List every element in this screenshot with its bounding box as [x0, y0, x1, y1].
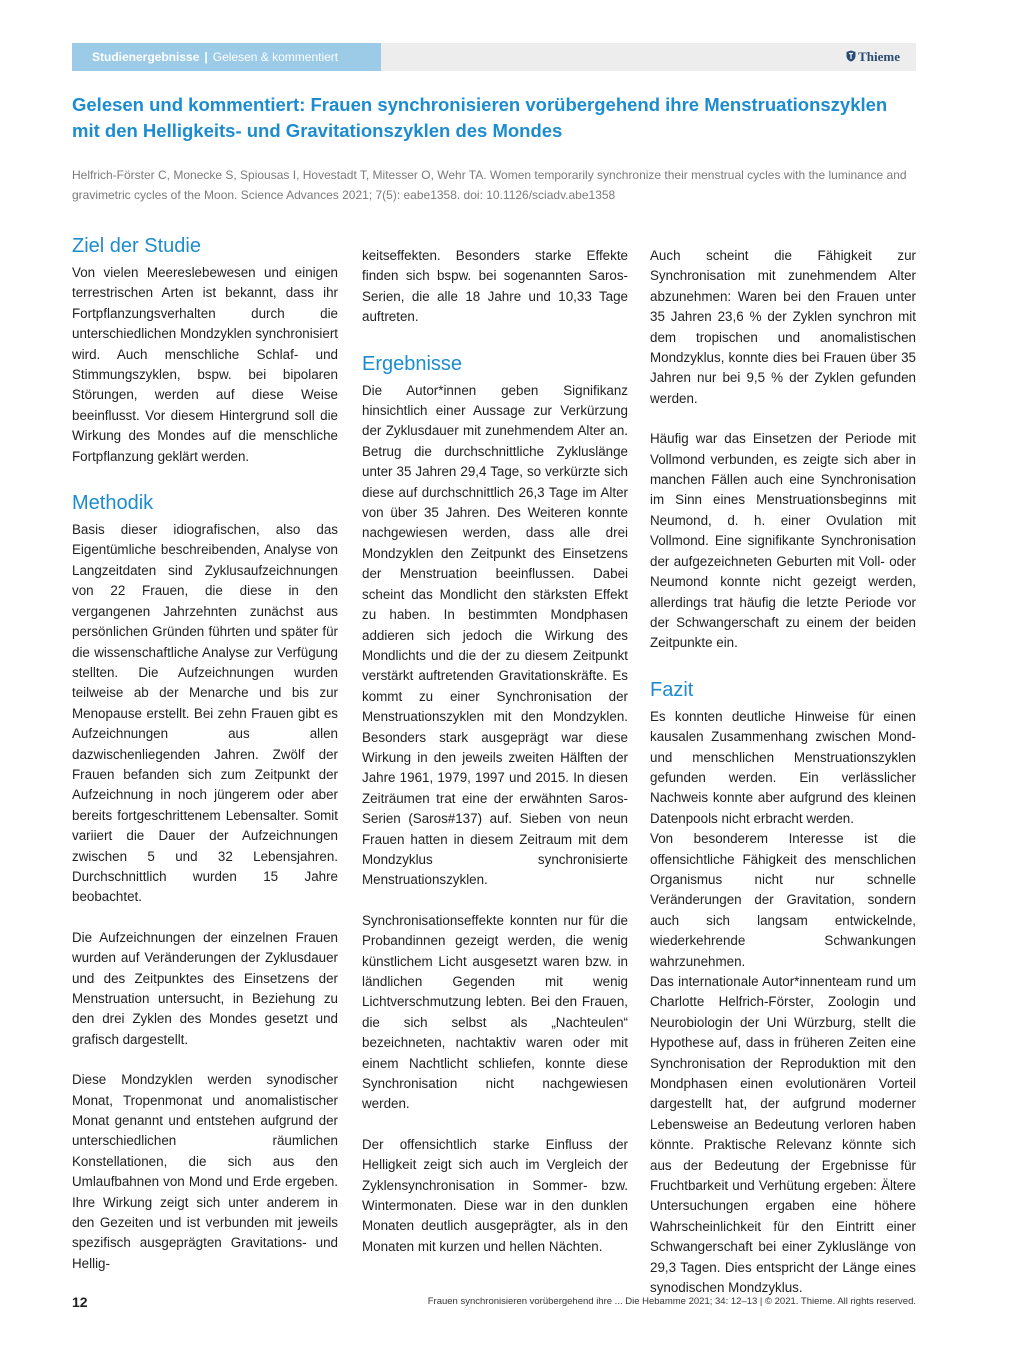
publisher-logo — [846, 43, 900, 71]
paragraph: Basis dieser idiografischen, also das Eigentümliche beschreibenden, Analyse von Langzeitdaten sind Zyklusaufzeichnungen von 22 Frauen, die diese in den vergangenen Jahrzehnten zunächst aus persönlichen Gründen führten und später für die wissenschaftliche Analyse zur Verfügung stellten. Die Aufzeichnungen wurden teilweise ab der Menarche und bis zur Menopause erstellt. Bei zehn Frauen gibt es Aufzeichnungen aus allen dazwischenliegenden Jahren. Zwölf der Frauen befanden sich zum Zeitpunkt der Aufzeichnung in noch jüngerem oder aber bereits fortgeschrittenem Lebensalter. Somit variiert die Dauer der Aufzeichnungen zwischen 5 und 32 Lebensjahren. Durchschnittlich wurden 15 Jahre beobachtet. — [72, 522, 338, 905]
brand-name: Thieme — [858, 49, 900, 64]
subsection-label: Gelesen & kommentiert — [212, 50, 339, 64]
paragraph: Das internationale Autor*innenteam rund um Charlotte Helfrich-Förster, Zoologin und Neurobiologin der Uni Würzburg, stellt die Hypothese auf, dass in früheren Zeiten eine Synchronisation der Reproduktion mit den Mondphasen einen evolutionären Vorteil dargestellt hat, der aufgrund moderner Lebensweise an Bedeutung verloren haben könnte. Praktische Relevanz könnte sich aus der Bedeutung der Ergebnisse für Fruchtbarkeit und Verhütung ergeben: Ältere Untersuchungen ergaben eine höhere Wahrscheinlichkeit für den Eintritt einer Schwangerschaft bei einer Zykluslänge von 29,3 Tagen. Dies entspricht der Länge eines synodischen Mondzyklus. — [650, 974, 916, 1296]
footer-reference: Frauen synchronisieren vorübergehend ihre ... Die Hebamme 2021; 34: 12–13 | © 2021. Thieme. All rights reserved. — [427, 1296, 916, 1307]
text-column-2 — [362, 246, 628, 1257]
paragraph: Von vielen Meereslebewesen und einigen terrestrischen Arten ist bekannt, dass ihr Fortpflanzungsverhalten durch die unterschiedlichen Mondzyklen synchronisiert wird. Auch menschliche Schlaf- und Stimmungszyklen, bspw. bei bipolaren Störungen, werden auf diese Weise beeinflusst. Vor diesem Hintergrund soll die Wirkung des Mondes auf die menschliche Fortpflanzung geklärt werden. — [72, 265, 338, 464]
paragraph: keitseffekten. Besonders starke Effekte finden sich bspw. bei sogenannten Saros-Serien, die alle 18 Jahre und 10,33 Tage auftreten. — [362, 248, 628, 325]
paragraph: Synchronisationseffekte konnten nur für die Probandinnen gezeigt werden, die wenig künstlichem Licht ausgesetzt waren bzw. in ländlichen Gegenden mit wenig Lichtverschmutzung lebten. Bei den Frauen, die sich selbst als „Nachteulen“ bezeichneten, nachtaktiv waren oder mit einem Nachtlicht schliefen, konnte diese Synchronisation nicht nachgewiesen werden. — [362, 912, 628, 1112]
text-column-3 — [650, 246, 916, 1299]
heading-fazit: Fazit — [650, 678, 694, 701]
paragraph: Der offensichtlich starke Einfluss der Helligkeit zeigt sich auch im Vergleich der Zyklensynchronisation in Sommer- bzw. Wintermonaten. Diese war in den dunklen Monaten deutlich ausgeprägter, als in den Monaten mit kurzen und hellen Nächten. — [362, 1136, 628, 1254]
section-separator: | — [204, 50, 208, 64]
paragraph: Die Autor*innen geben Signifikanz hinsichtlich einer Aussage zur Verkürzung der Zyklusdauer mit zunehmendem Alter an. Betrug die durchschnittliche Zykluslänge unter 35 Jahren 29,4 Tage, so verkürzte sich diese auf durchschnittlich 26,3 Tage im Alter von über 35 Jahren. Des Weiteren konnte nachgewiesen werden, dass alle drei Mondzyklen den Zeitpunkt des Einsetzens der Menstruation beeinflussen. Dabei scheint das Mondlicht den stärksten Effekt zu haben. In bestimmten Mondphasen addieren sich jedoch die Wirkung des Mondlichts und die der zu diesem Zeitpunkt verstärkt auftretenden Gravitationskräfte. Es kommt zu einer Synchronisation der Menstruationszyklen mit den Mondzyklen. Besonders stark ausgeprägt war diese Wirkung in den jeweils zweiten Hälften der Jahre 1961, 1979, 1997 und 2015. In diesen Zeiträumen trat eine der erwähnten Saros-Serien (Saros#137) auf. Sieben von neun Frauen hatten in diesem Zeitraum mit dem Mondzyklus synchronisierte Menstruationszyklen. — [362, 382, 628, 888]
heading-ziel-der-studie: Ziel der Studie — [72, 235, 201, 257]
article-citation: Helfrich-Förster C, Monecke S, Spiousas I, Hovestadt T, Mitesser O, Wehr TA. Women temporarily synchronize their menstrual cycles with the luminance and gravimetric cycles of the Moon. Science Advances 2021; 7(5): eabe1358. doi: 10.1126/sciadv.abe1358 — [72, 168, 907, 202]
page-number: 12 — [72, 1294, 88, 1310]
paragraph: Von besonderem Interesse ist die offensichtliche Fähigkeit des menschlichen Organismus nicht nur schnelle Veränderungen der Gravitation, sondern auch sich langsam entwickelnde, wiederkehrende Schwankungen wahrzunehmen. — [650, 831, 916, 969]
paragraph: Diese Mondzyklen werden synodischer Monat, Tropenmonat und anomalistischer Monat genannt und entstehen aufgrund der unterschiedlichen räumlichen Konstellationen, die sich aus den Umlaufbahnen von Mond und Erde ergeben. Ihre Wirkung zeigt sich unter anderem in den Gezeiten und ist verbunden mit jeweils spezifisch ausgeprägten Gravitations- und Hellig- — [72, 1072, 338, 1271]
heading-methodik: Methodik — [72, 492, 154, 515]
header-bar — [72, 43, 916, 71]
section-label: Studienergebnisse — [92, 50, 200, 64]
paragraph: Auch scheint die Fähigkeit zur Synchronisation mit zunehmendem Alter abzunehmen: Waren bei den Frauen unter 35 Jahren 23,6 % der Zyklen synchron mit dem tropischen und anomalistischen Mondzyklus, konnte dies bei Frauen über 35 Jahren nur bei 9,5 % der Zyklen gefunden werden. — [650, 248, 916, 406]
paragraph: Die Aufzeichnungen der einzelnen Frauen wurden auf Veränderungen der Zyklusdauer und des Zeitpunktes des Einsetzens der Menstruation untersucht, in Beziehung zu den drei Zyklen des Mondes gesetzt und grafisch dargestellt. — [72, 929, 338, 1047]
heading-ergebnisse: Ergebnisse — [362, 352, 463, 375]
text-column-1 — [72, 232, 338, 1274]
paragraph: Häufig war das Einsetzen der Periode mit Vollmond verbunden, es zeigte sich aber in manchen Fällen auch eine Synchronisation im Sinn eines Menstruationsbeginns mit Neumond, d. h. einer Ovulation mit Vollmond. Eine signifikante Synchronisation der aufgezeichneten Geburten mit Voll- oder Neumond konnte nicht gezeigt werden, allerdings trat häufig die letzte Periode vor der Schwangerschaft zu einem der beiden Zeitpunkte ein. — [650, 431, 916, 651]
paragraph: Es konnten deutliche Hinweise für einen kausalen Zusammenhang zwischen Mond- und menschlichen Menstruationszyklen gefunden werden. Ein verlässlicher Nachweis konnte aber aufgrund des kleinen Datenpools nicht erbracht werden. — [650, 708, 916, 826]
article-title: Gelesen und kommentiert: Frauen synchronisieren vorübergehend ihre Menstruationszyklen mit den Helligkeits- und Gravitationszyklen des Mondes — [72, 94, 888, 141]
thieme-logo-icon — [846, 50, 856, 62]
section-tag — [72, 43, 381, 71]
